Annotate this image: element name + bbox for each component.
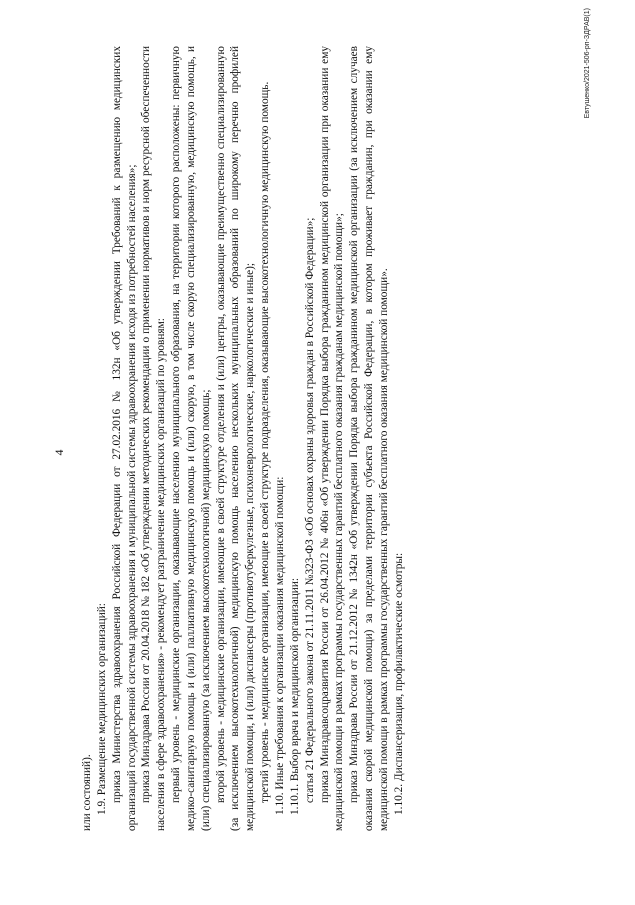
section-heading: 1.10.2. Диспансеризация, профилактические осмотры: [392,552,405,815]
document-footer-mark: Евтушенко/2021-506-рп-ЗДРАВ(1) [584,8,591,119]
document-body [80,46,407,831]
paragraph: статья 21 Федерального закона от 21.11.2011 №323-ФЗ «Об основах охраны здоровья граждан в Российской Федерации»; [303,217,316,803]
paragraph: приказ Минздрава России от 20.04.2018 № 182 «Об утверждении методических рекомендации о применении нормативов и норм ресурсной обеспеченности населения в сфере здравоохранения» - рекомендует разграничение медицинских организаций по уровням: [140,46,168,831]
section-heading: 1.10.1. Выбор врача и медицинской организации: [288,578,301,815]
paragraph: или состояний). [81,754,93,831]
paragraph: приказ Министерства здравоохранения Российской Федерации от 27.02.2016 № 132н «Об утверждении Требований к размещению медицинских организаций государственной системы здравоохранения и муниципальной системы здравоохранения исходя из потребностей населения»; [110,46,138,831]
paragraph: третий уровень - медицинские организации, имеющие в своей структуре подразделения, оказывающие высокотехнологичную медицинскую помощь. [259,81,272,803]
page-number: 4 [52,449,66,456]
paragraph: приказ Минздрава России от 21.12.2012 № 1342н «Об утверждении Порядка выбора гражданином медицинской организации (за исключением случаев оказания скорой медицинской помощи) за пределами территории субъекта Российской Федерации, в котором проживает гражданин, при оказании ему медицинской помощи в рамках программы государственных гарантий бесплатного оказания медицинской помощи». [348,46,390,831]
paragraph: приказ Минздравсоцразвития России от 26.04.2012 № 406н «Об утверждении Порядка выбора гражданином медицинской организации при оказании ему медицинской помощи в рамках программы государственных гарантий бесплатного оказания гражданам медицинской помощи»; [318,46,346,831]
paragraph: первый уровень - медицинские организации, оказывающие населению муниципального образования, на территории которого расположены: первичную медико-санитарную помощь и (или) паллиативную медицинскую помощь и (или) скорую, в том числе скорую специализированную, медицинскую помощь, и (или) специализированную (за исключением высокотехнологичной) медицинскую помощь; [170,46,212,831]
section-heading: 1.9. Размещение медицинских организаций: [95,603,108,815]
paragraph: второй уровень - медицинские организации, имеющие в своей структуре отделения и (или) центры, оказывающие преимущественно специализированную (за исключением высокотехнологичной) медицинскую помощь населению нескольких муниципальных образований по широкому перечню профилей медицинской помощи, и (или) диспансеры (противотуберкулезные, психоневрологические, наркологические и иные); [214,46,257,831]
section-heading: 1.10. Иные требования к организации оказания медицинской помощи: [273,476,286,815]
